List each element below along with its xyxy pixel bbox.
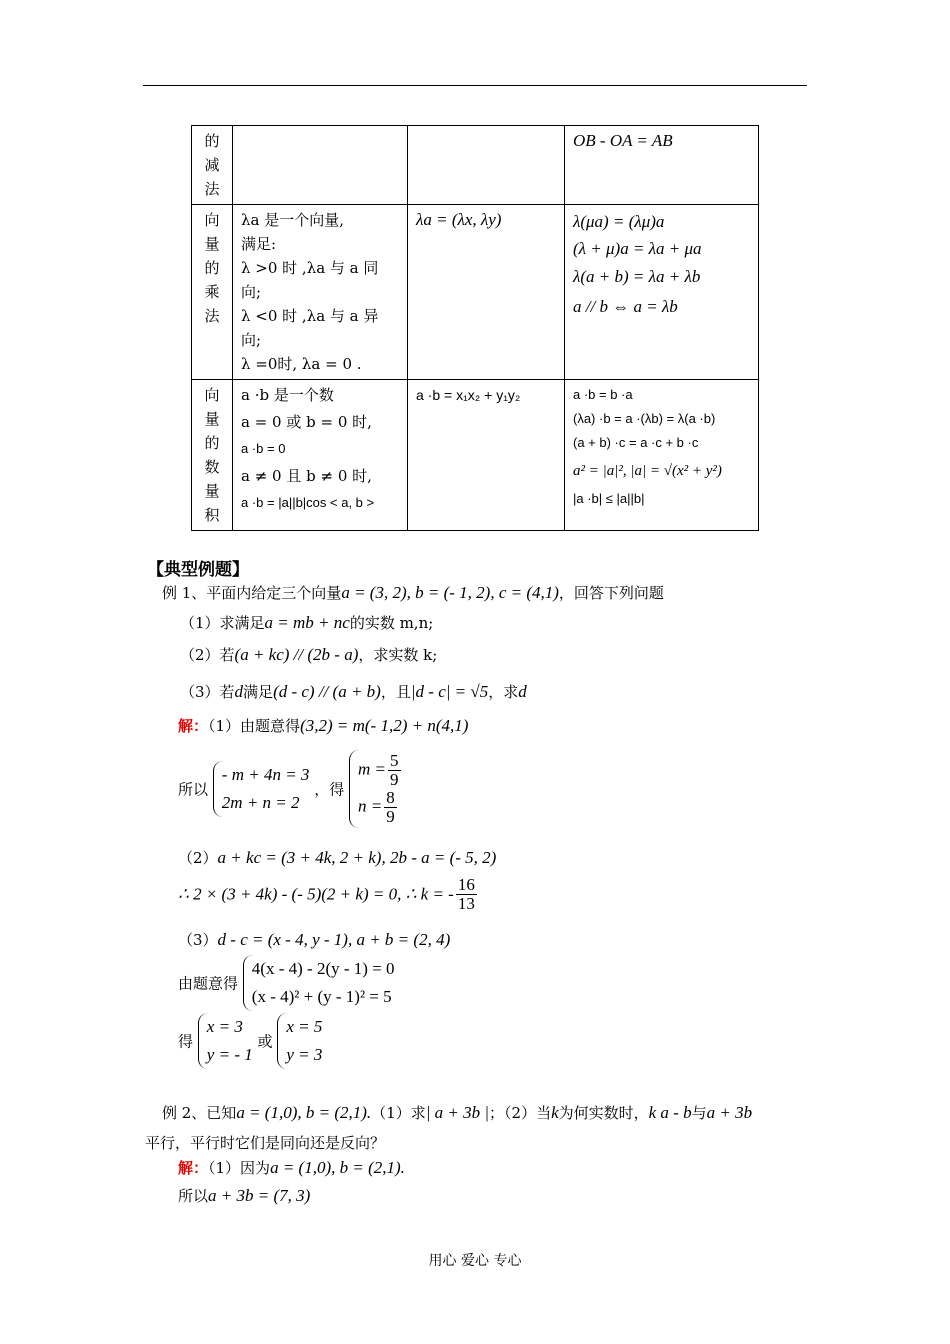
header-rule	[143, 85, 807, 86]
operation-name: 向量的乘法	[192, 205, 233, 380]
definition-line: λ <0 时 ,λa 与 a 异	[241, 307, 379, 325]
table-row	[192, 380, 759, 531]
equation-system: x = 5 y = 3	[277, 1013, 322, 1069]
ex2-solution-1: 解：（1）因为a = (1,0), b = (2,1).	[178, 1158, 405, 1177]
definition-line: 满足:	[241, 235, 277, 253]
definition-line: 向;	[241, 331, 262, 349]
law-line: (a + b) ·c = a ·c + b ·c	[573, 435, 699, 450]
table-row	[192, 205, 759, 380]
law-line: OB - OA = AB	[573, 131, 673, 150]
operation-name: 的减法	[192, 126, 233, 205]
ex1-solution-3-system: 由题意得 4(x - 4) - 2(y - 1) = 0 (x - 4)² + (y - 1)² = 5	[178, 955, 395, 1011]
ex2-prompt: 例 2、已知a = (1,0), b = (2,1).（1）求| a + 3b |；（2）当k为何实数时，k a - b与a + 3b	[162, 1103, 753, 1122]
ex1-question-2: （2）若(a + kc) // (2b - a)，求实数 k;	[180, 645, 438, 664]
definition-line: a ·b 是一个数	[241, 386, 334, 404]
law-cell	[565, 380, 759, 531]
ex1-solution-2: （2）a + kc = (3 + 4k, 2 + k), 2b - a = (- 5, 2)	[178, 848, 497, 867]
definition-cell	[233, 205, 408, 380]
definition-cell	[233, 380, 408, 531]
law-line: (λa) ·b = a ·(λb) = λ(a ·b)	[573, 411, 716, 426]
law-cell	[565, 126, 759, 205]
definition-line: 向;	[241, 283, 262, 301]
ex1-solution-1: 解：（1）由题意得(3,2) = m(- 1,2) + n(4,1)	[178, 716, 469, 735]
ex1-solution-3-answer: 得 x = 3 y = - 1 或 x = 5 y = 3	[178, 1013, 322, 1069]
law-line: a // b ⇔ a = λb	[573, 297, 678, 316]
law-cell	[565, 205, 759, 380]
ex1-solution-1-system: 所以 - m + 4n = 3 2m + n = 2 ，得 m = $\frac{5}{9}$ n = $\frac{8}{9}$	[178, 750, 403, 828]
definition-line: a ·b = 0	[241, 441, 286, 456]
definition-line: λ >0 时 ,λa 与 a 同	[241, 259, 379, 277]
coordinate-formula: a ·b = x₁x₂ + y₁y₂	[416, 387, 521, 403]
solution-label: 解：	[178, 1159, 209, 1177]
ex2-solution-2: 所以a + 3b = (7, 3)	[178, 1186, 311, 1205]
definition-line: λ =0时, λa = 0 .	[241, 355, 362, 373]
ex2-prompt-line-2: 平行，平行时它们是同向还是反向？	[145, 1134, 386, 1152]
law-line: (λ + μ)a = λa + μa	[573, 239, 702, 258]
law-line: λ(μa) = (λμ)a	[573, 212, 665, 231]
equation-system: 4(x - 4) - 2(y - 1) = 0 (x - 4)² + (y - 1)² = 5	[243, 955, 395, 1011]
law-line: a ·b = b ·a	[573, 387, 633, 402]
coordinate-cell	[408, 126, 565, 205]
ex1-solution-3: （3）d - c = (x - 4, y - 1), a + b = (2, 4)	[178, 930, 451, 949]
examples-section	[147, 555, 847, 580]
equation-system: x = 3 y = - 1	[198, 1013, 253, 1069]
coordinate-formula: λa = (λx, λy)	[416, 210, 502, 229]
definition-line: a ·b = |a||b|cos < a, b >	[241, 495, 375, 510]
law-line: a² = |a|², |a| = √(x² + y²)	[573, 463, 722, 479]
equation-system: m = $\frac{5}{9}$ n = $\frac{8}{9}$	[349, 750, 403, 828]
example-2	[145, 1100, 862, 1220]
ex1-question-3: （3）若d满足(d - c) // (a + b)，且|d - c| = √5，求d	[180, 682, 527, 701]
definition-line: λa 是一个向量,	[241, 211, 344, 229]
table-row	[192, 126, 759, 205]
ex1-question-1: （1）求满足a = mb + nc的实数 m,n;	[180, 613, 434, 632]
section-title: 【典型例题】	[147, 560, 249, 580]
definition-line: a = 0 或 b = 0 时,	[241, 413, 372, 431]
coordinate-cell	[408, 205, 565, 380]
law-line: λ(a + b) = λa + λb	[573, 267, 701, 286]
ex1-solution-2-result: ∴ 2 × (3 + 4k) - (- 5)(2 + k) = 0, ∴ k = - $\frac{16}{13}$	[178, 875, 475, 913]
law-line: |a ·b| ≤ |a||b|	[573, 491, 645, 506]
equation-system: - m + 4n = 3 2m + n = 2	[213, 761, 310, 817]
vector-operations-table	[191, 125, 759, 531]
solution-label: 解：	[178, 717, 209, 735]
coordinate-cell	[408, 380, 565, 531]
operation-name: 向量的数量积	[192, 380, 233, 531]
definition-cell	[233, 126, 408, 205]
definition-line: a ≠ 0 且 b ≠ 0 时,	[241, 467, 372, 485]
page-footer: 用心 爱心 专心	[428, 1253, 522, 1269]
ex1-prompt: 例 1、平面内给定三个向量a = (3, 2), b = (- 1, 2), c = (4,1)，回答下列问题	[162, 583, 664, 602]
